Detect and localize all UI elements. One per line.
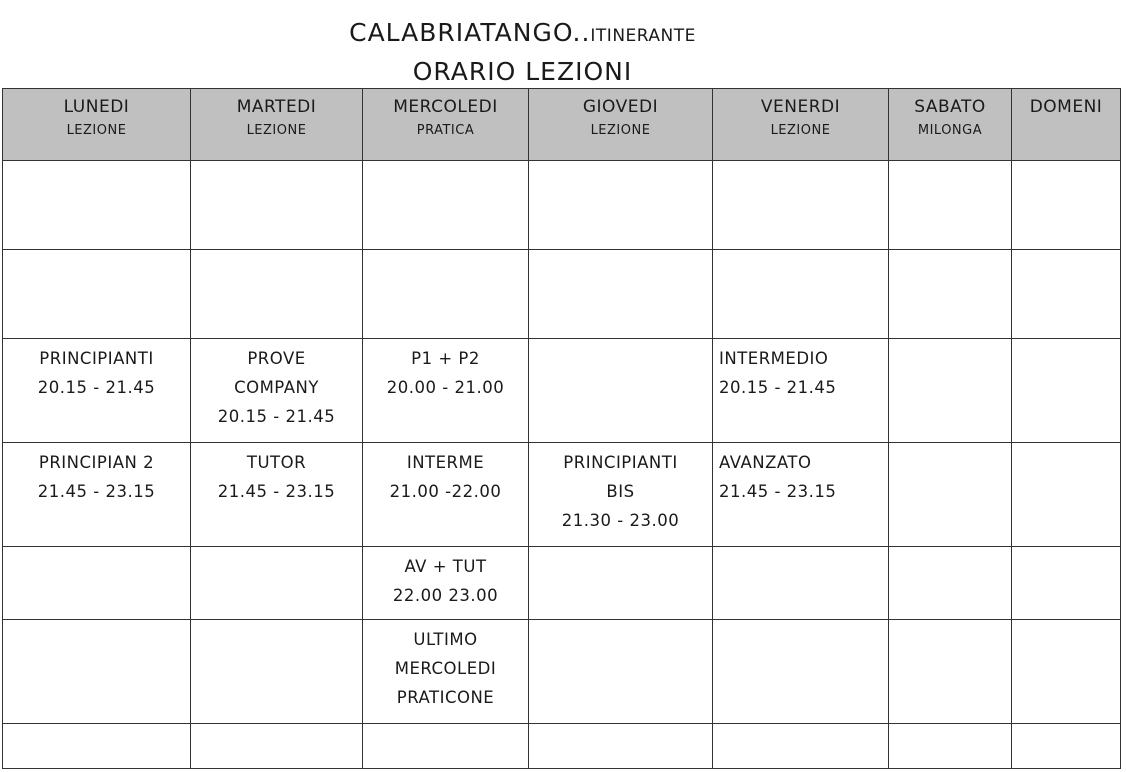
schedule-cell [3, 339, 191, 443]
schedule-table [2, 88, 1121, 769]
cell-text-line: 20.15 - 21.45 [217, 407, 336, 426]
schedule-cell [363, 443, 529, 547]
cell-content [191, 443, 362, 506]
schedule-cell [889, 161, 1012, 250]
schedule-cell [3, 547, 191, 620]
cell-content [363, 339, 528, 402]
schedule-cell [889, 339, 1012, 443]
header-cell-sabato [889, 89, 1012, 161]
schedule-row [3, 620, 1121, 724]
header-cell-martedi [191, 89, 363, 161]
schedule-cell [1012, 547, 1121, 620]
schedule-row [3, 339, 1121, 443]
schedule-row [3, 547, 1121, 620]
cell-text-line: PRINCIPIAN 2 [38, 453, 155, 472]
session-type-label: MILONGA [917, 123, 983, 138]
cell-text-line: AV + TUT [404, 557, 487, 576]
cell-content [713, 443, 888, 506]
session-type-label: LEZIONE [66, 123, 127, 138]
cell-content [529, 339, 712, 344]
cell-text-line: 20.15 - 21.45 [37, 378, 156, 397]
day-label: DOMENI [1029, 97, 1103, 117]
session-type-label: LEZIONE [590, 123, 651, 138]
schedule-row [3, 250, 1121, 339]
cell-text-line: ULTIMO [413, 630, 478, 649]
cell-text-line: INTERMEDIO [719, 349, 829, 368]
day-label: LUNEDI [63, 97, 130, 117]
cell-content [191, 161, 362, 166]
cell-text-line: 21.45 - 23.15 [37, 482, 156, 501]
cell-content [191, 339, 362, 431]
cell-content [529, 547, 712, 552]
cell-text-line: COMPANY [234, 378, 319, 397]
cell-text-line: 21.45 - 23.15 [217, 482, 336, 501]
schedule-cell [3, 443, 191, 547]
cell-content [889, 161, 1011, 166]
schedule-cell [889, 724, 1012, 769]
schedule-cell [191, 250, 363, 339]
schedule-cell [191, 547, 363, 620]
cell-content [1012, 339, 1120, 344]
schedule-cell [363, 161, 529, 250]
schedule-cell [363, 339, 529, 443]
cell-content [363, 547, 528, 610]
cell-content [1012, 250, 1120, 255]
cell-content [363, 161, 528, 166]
title-main-text: CALABRIATANGO.. [349, 18, 591, 47]
day-label: MERCOLEDI [393, 97, 498, 117]
cell-content [191, 724, 362, 729]
header-cell-lunedi [3, 89, 191, 161]
cell-content [529, 620, 712, 625]
schedule-cell [889, 443, 1012, 547]
schedule-cell [3, 250, 191, 339]
cell-content [363, 620, 528, 712]
cell-text-line: MERCOLEDI [394, 659, 497, 678]
schedule-cell [3, 620, 191, 724]
schedule-cell [529, 250, 713, 339]
cell-text-line: 20.15 - 21.45 [719, 378, 837, 397]
schedule-cell [363, 724, 529, 769]
schedule-cell [713, 250, 889, 339]
header-cell-venerdi [713, 89, 889, 161]
schedule-cell [191, 724, 363, 769]
schedule-cell [363, 250, 529, 339]
schedule-cell [713, 724, 889, 769]
cell-content [3, 724, 190, 729]
cell-text-line: PRATICONE [396, 688, 495, 707]
schedule-cell [191, 339, 363, 443]
schedule-row [3, 161, 1121, 250]
cell-text-line: P1 + P2 [411, 349, 480, 368]
schedule-cell [363, 547, 529, 620]
cell-content [191, 547, 362, 552]
schedule-cell [529, 443, 713, 547]
schedule-cell [1012, 339, 1121, 443]
cell-content [3, 250, 190, 255]
schedule-cell [1012, 250, 1121, 339]
schedule-cell [191, 161, 363, 250]
session-type-label: PRATICA [416, 123, 475, 138]
cell-content [3, 620, 190, 625]
schedule-cell [529, 339, 713, 443]
cell-content [713, 547, 888, 552]
schedule-cell [713, 161, 889, 250]
cell-text-line: PRINCIPIANTI [563, 453, 678, 472]
day-label: MARTEDI [236, 97, 317, 117]
cell-text-line: 21.30 - 23.00 [561, 511, 680, 530]
cell-text-line: BIS [606, 482, 635, 501]
document-subtitle: ORARIO LEZIONI [412, 57, 633, 86]
cell-text-line: PRINCIPIANTI [39, 349, 154, 368]
schedule-cell [363, 620, 529, 724]
schedule-cell [529, 161, 713, 250]
schedule-cell [1012, 443, 1121, 547]
title-suffix-text: ITINERANTE [590, 26, 696, 46]
cell-content [3, 161, 190, 166]
cell-content [889, 339, 1011, 344]
day-label: VENERDI [760, 97, 841, 117]
schedule-cell [889, 620, 1012, 724]
cell-text-line: AVANZATO [719, 453, 812, 472]
cell-content [3, 443, 190, 506]
cell-content [363, 443, 528, 506]
cell-content [1012, 547, 1120, 552]
cell-content [1012, 443, 1120, 448]
schedule-row [3, 443, 1121, 547]
cell-content [191, 250, 362, 255]
cell-text-line: TUTOR [246, 453, 307, 472]
schedule-cell [1012, 724, 1121, 769]
cell-content [889, 250, 1011, 255]
cell-content [1012, 724, 1120, 729]
cell-content [889, 547, 1011, 552]
header-cell-giovedi [529, 89, 713, 161]
schedule-body [3, 161, 1121, 769]
cell-content [889, 443, 1011, 448]
cell-text-line: 22.00 23.00 [392, 586, 499, 605]
schedule-cell [191, 620, 363, 724]
session-type-label: LEZIONE [246, 123, 307, 138]
cell-content [889, 724, 1011, 729]
cell-content [529, 443, 712, 535]
document-title [0, 18, 1045, 47]
cell-content [191, 620, 362, 625]
schedule-cell [529, 547, 713, 620]
header-cell-mercoledi [363, 89, 529, 161]
schedule-cell [529, 724, 713, 769]
schedule-cell [889, 547, 1012, 620]
cell-text-line: 21.45 - 23.15 [719, 482, 837, 501]
header-row [3, 89, 1121, 161]
session-type-label: LEZIONE [770, 123, 831, 138]
cell-content [1012, 620, 1120, 625]
schedule-cell [713, 443, 889, 547]
cell-text-line: INTERME [406, 453, 485, 472]
cell-content [529, 250, 712, 255]
cell-content [529, 724, 712, 729]
header-cell-domenica [1012, 89, 1121, 161]
cell-content [3, 547, 190, 552]
day-label: SABATO [914, 97, 986, 117]
schedule-cell [713, 620, 889, 724]
schedule-row [3, 724, 1121, 769]
cell-content [889, 620, 1011, 625]
cell-content [363, 724, 528, 729]
schedule-cell [713, 339, 889, 443]
day-label: GIOVEDI [582, 97, 659, 117]
cell-content [1012, 161, 1120, 166]
schedule-cell [191, 443, 363, 547]
cell-content [713, 339, 888, 402]
cell-text-line: PROVE [247, 349, 306, 368]
schedule-cell [1012, 161, 1121, 250]
cell-content [713, 724, 888, 729]
schedule-cell [3, 161, 191, 250]
cell-content [363, 250, 528, 255]
schedule-cell [889, 250, 1012, 339]
cell-content [529, 161, 712, 166]
schedule-cell [529, 620, 713, 724]
cell-text-line: 21.00 -22.00 [389, 482, 502, 501]
cell-content [3, 339, 190, 402]
cell-content [713, 620, 888, 625]
cell-text-line: 20.00 - 21.00 [386, 378, 505, 397]
cell-content [713, 250, 888, 255]
schedule-cell [713, 547, 889, 620]
schedule-cell [1012, 620, 1121, 724]
schedule-cell [3, 724, 191, 769]
cell-content [713, 161, 888, 166]
